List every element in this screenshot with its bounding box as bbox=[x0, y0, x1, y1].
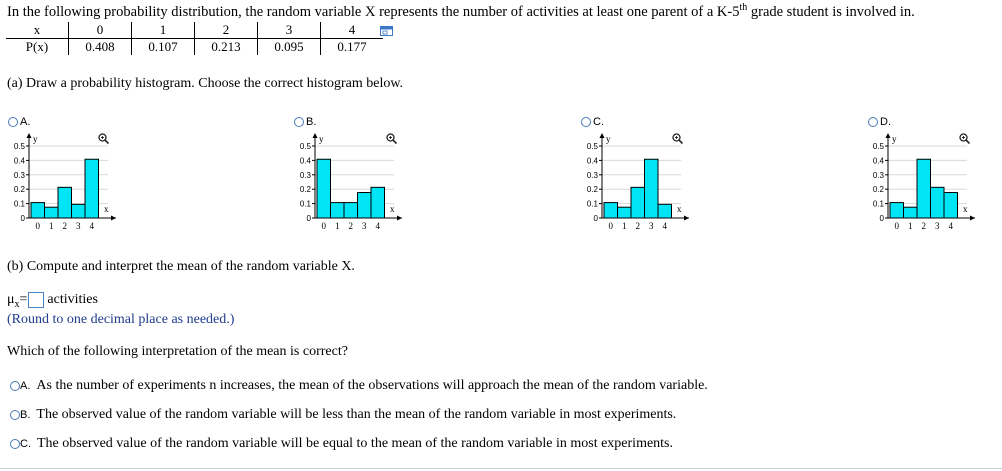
question-text-main: In the following probability distribution, the random variable X represents the number of activities at least one parent of a K-5 bbox=[7, 3, 740, 20]
histogram-bar bbox=[890, 203, 904, 218]
x-tick-label: 3 bbox=[362, 221, 367, 231]
radio-c[interactable] bbox=[581, 117, 591, 127]
magnifier-icon[interactable] bbox=[959, 133, 970, 144]
x-tick-label: 1 bbox=[49, 221, 54, 231]
table-cell-x1: 1 bbox=[132, 22, 195, 39]
x-tick-label: 4 bbox=[948, 221, 953, 231]
copy-table-icon[interactable] bbox=[380, 26, 393, 36]
x-axis-label: x bbox=[104, 204, 109, 214]
y-tick-label: 0 bbox=[593, 214, 598, 223]
y-tick-label: 0.2 bbox=[13, 185, 25, 195]
histogram-bar bbox=[904, 207, 918, 218]
table-row-x bbox=[6, 22, 383, 39]
histogram-bar bbox=[31, 203, 45, 218]
y-tick-label: 0.3 bbox=[13, 170, 25, 180]
histogram-a bbox=[4, 132, 119, 237]
histogram-c bbox=[577, 132, 692, 237]
magnifier-icon[interactable] bbox=[98, 133, 109, 144]
histogram-bar bbox=[45, 207, 59, 218]
equals-sign: = bbox=[19, 292, 28, 308]
x-tick-label: 2 bbox=[62, 221, 67, 231]
x-tick-label: 0 bbox=[608, 221, 613, 231]
x-axis-arrow bbox=[684, 216, 689, 221]
y-tick-label: 0.3 bbox=[872, 170, 884, 180]
x-tick-label: 3 bbox=[76, 221, 81, 231]
y-axis-label: y bbox=[33, 134, 38, 144]
x-axis-label: x bbox=[963, 204, 968, 214]
option-b-label: B. bbox=[306, 116, 317, 129]
mu-subscript: x bbox=[14, 299, 20, 311]
x-tick-label: 4 bbox=[89, 221, 94, 231]
y-tick-label: 0.5 bbox=[586, 142, 598, 151]
rounding-hint: (Round to one decimal place as needed.) bbox=[7, 312, 235, 327]
choice-a-text: As the number of experiments n increases, the mean of the observations will approach the mean of the random variable. bbox=[36, 378, 708, 393]
x-tick-label: 2 bbox=[635, 221, 640, 231]
x-tick-label: 0 bbox=[35, 221, 40, 231]
table-cell-x0: 0 bbox=[69, 22, 132, 39]
histogram-bar bbox=[317, 159, 331, 218]
option-b[interactable] bbox=[294, 116, 316, 128]
histogram-bar bbox=[645, 159, 659, 218]
choice-c-text: The observed value of the random variable will be equal to the mean of the random variable in most experiments. bbox=[37, 436, 674, 451]
y-tick-label: 0.3 bbox=[586, 170, 598, 180]
x-tick-label: 1 bbox=[335, 221, 340, 231]
choice-c-letter: C. bbox=[20, 438, 31, 450]
part-a-prompt: (a) Draw a probability histogram. Choose the correct histogram below. bbox=[7, 76, 404, 91]
x-tick-label: 0 bbox=[321, 221, 326, 231]
y-tick-label: 0.3 bbox=[299, 170, 311, 180]
histogram-bar bbox=[358, 193, 372, 218]
histogram-bar bbox=[331, 203, 345, 218]
table-cell-p2: 0.213 bbox=[195, 39, 258, 56]
choice-a[interactable] bbox=[10, 378, 708, 394]
choice-a-radio[interactable] bbox=[10, 381, 20, 391]
mean-answer-input[interactable] bbox=[28, 292, 44, 308]
histogram-bar bbox=[58, 187, 72, 218]
y-tick-label: 0.1 bbox=[872, 199, 884, 209]
table-cell-p3: 0.095 bbox=[258, 39, 321, 56]
y-tick-label: 0 bbox=[879, 214, 884, 223]
option-d-label: D. bbox=[880, 116, 891, 129]
y-tick-label: 0.1 bbox=[299, 199, 311, 209]
histogram-bar bbox=[604, 203, 618, 218]
choice-b-radio[interactable] bbox=[10, 410, 20, 420]
histogram-b bbox=[290, 132, 405, 237]
histogram-bar bbox=[631, 187, 645, 218]
magnifier-icon[interactable] bbox=[672, 133, 683, 144]
y-tick-label: 0.4 bbox=[13, 156, 25, 166]
radio-a[interactable] bbox=[8, 117, 18, 127]
x-tick-label: 2 bbox=[348, 221, 353, 231]
table-row-p bbox=[6, 39, 383, 56]
y-axis-arrow bbox=[886, 133, 891, 138]
unit-label: activities bbox=[47, 292, 98, 308]
option-a[interactable] bbox=[8, 116, 30, 128]
histogram-bar bbox=[85, 159, 99, 218]
y-tick-label: 0.4 bbox=[299, 156, 311, 166]
x-tick-label: 4 bbox=[662, 221, 667, 231]
table-cell-p1: 0.107 bbox=[132, 39, 195, 56]
histogram-bar bbox=[944, 193, 958, 218]
table-header-p: P(x) bbox=[25, 39, 49, 54]
y-axis-label: y bbox=[319, 134, 324, 144]
histogram-bar bbox=[931, 187, 945, 218]
x-axis-arrow bbox=[970, 216, 975, 221]
x-axis-label: x bbox=[677, 204, 682, 214]
y-tick-label: 0.4 bbox=[586, 156, 598, 166]
x-axis-label: x bbox=[390, 204, 395, 214]
histogram-bar bbox=[371, 187, 385, 218]
y-axis-arrow bbox=[313, 133, 318, 138]
table-header-x: x bbox=[6, 22, 69, 39]
x-tick-label: 3 bbox=[649, 221, 654, 231]
x-tick-label: 1 bbox=[622, 221, 627, 231]
table-cell-x3: 3 bbox=[258, 22, 321, 39]
y-axis-label: y bbox=[606, 134, 611, 144]
x-axis-arrow bbox=[111, 216, 116, 221]
histogram-bar bbox=[344, 203, 358, 218]
mean-answer-line bbox=[7, 292, 98, 310]
x-tick-label: 3 bbox=[935, 221, 940, 231]
radio-d[interactable] bbox=[868, 117, 878, 127]
choice-b[interactable] bbox=[10, 407, 676, 423]
mu-symbol: μ bbox=[7, 292, 15, 308]
y-axis-arrow bbox=[27, 133, 32, 138]
magnifier-icon[interactable] bbox=[386, 133, 397, 144]
y-tick-label: 0.5 bbox=[13, 142, 25, 151]
option-c-label: C. bbox=[593, 116, 604, 129]
y-tick-label: 0.4 bbox=[872, 156, 884, 166]
question-text bbox=[7, 2, 915, 21]
histogram-bar bbox=[72, 204, 86, 218]
choice-b-letter: B. bbox=[20, 409, 31, 421]
y-tick-label: 0.1 bbox=[586, 199, 598, 209]
y-axis-label: y bbox=[892, 134, 897, 144]
y-tick-label: 0 bbox=[306, 214, 311, 223]
part-b-prompt: (b) Compute and interpret the mean of the random variable X. bbox=[7, 259, 355, 274]
table-cell-p0: 0.408 bbox=[69, 39, 132, 56]
x-tick-label: 2 bbox=[921, 221, 926, 231]
choice-c-radio[interactable] bbox=[10, 439, 20, 449]
y-tick-label: 0 bbox=[20, 214, 25, 223]
choice-a-letter: A. bbox=[20, 380, 31, 392]
x-axis-arrow bbox=[397, 216, 402, 221]
bottom-divider bbox=[0, 468, 1002, 469]
y-axis-arrow bbox=[600, 133, 605, 138]
histogram-bar bbox=[618, 207, 632, 218]
x-tick-label: 1 bbox=[908, 221, 913, 231]
question-text-end: grade student is involved in. bbox=[747, 3, 915, 20]
histogram-bar bbox=[917, 159, 931, 218]
histogram-bar bbox=[658, 204, 672, 218]
y-tick-label: 0.5 bbox=[299, 142, 311, 151]
question-superscript: th bbox=[739, 2, 748, 13]
choice-c[interactable] bbox=[10, 436, 673, 452]
interpretation-prompt: Which of the following interpretation of the mean is correct? bbox=[7, 344, 348, 359]
x-tick-label: 0 bbox=[894, 221, 899, 231]
table-cell-x2: 2 bbox=[195, 22, 258, 39]
y-tick-label: 0.5 bbox=[872, 142, 884, 151]
table-cell-p4: 0.177 bbox=[321, 39, 384, 56]
y-tick-label: 0.2 bbox=[586, 185, 598, 195]
radio-b[interactable] bbox=[294, 117, 304, 127]
x-tick-label: 4 bbox=[375, 221, 380, 231]
table-cell-x4: 4 bbox=[321, 22, 384, 39]
histogram-d bbox=[863, 132, 978, 237]
option-a-label: A. bbox=[20, 116, 31, 129]
distribution-table bbox=[6, 22, 383, 55]
y-tick-label: 0.1 bbox=[13, 199, 25, 209]
option-c[interactable] bbox=[581, 116, 604, 128]
option-d[interactable] bbox=[868, 116, 891, 128]
choice-b-text: The observed value of the random variable will be less than the mean of the random variable in most experiments. bbox=[36, 407, 677, 422]
y-tick-label: 0.2 bbox=[299, 185, 311, 195]
y-tick-label: 0.2 bbox=[872, 185, 884, 195]
